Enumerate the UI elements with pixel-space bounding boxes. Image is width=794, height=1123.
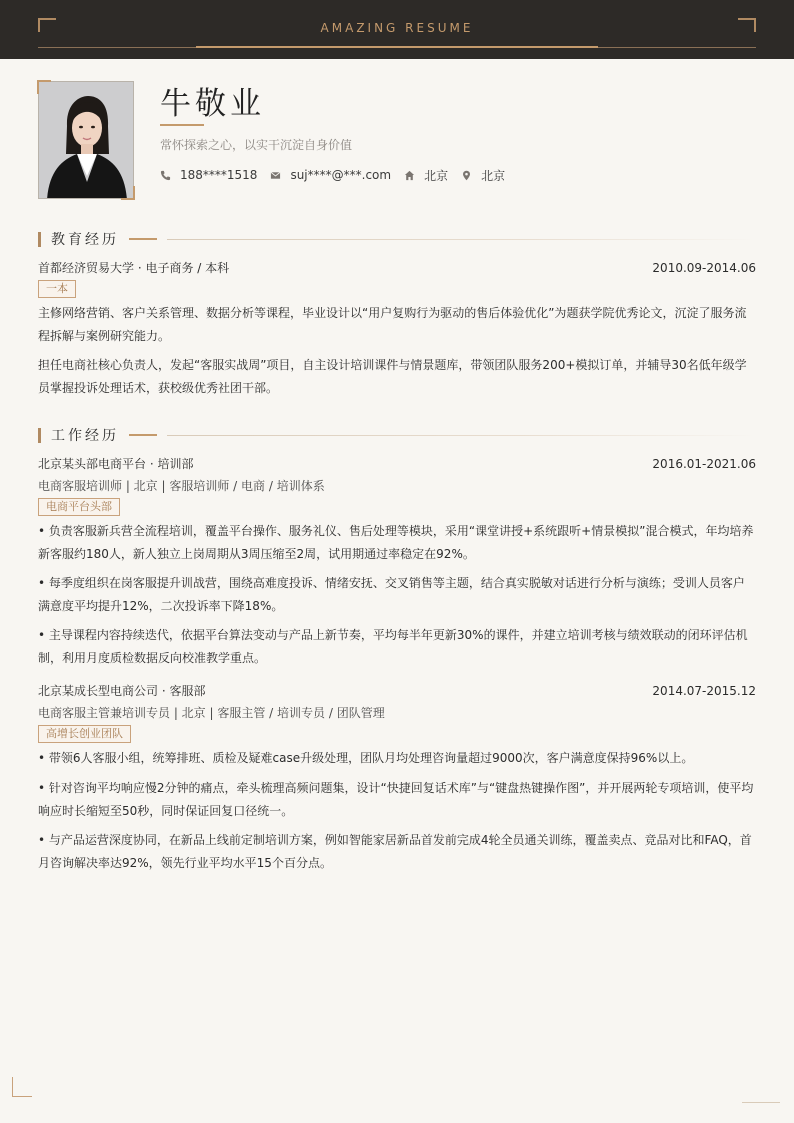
job-bullet: • 主导课程内容持续迭代，依据平台算法变动与产品上新节奏，平均每半年更新30%的课件，并建立培训考核与绩效联动的闭环评估机制，利用月度质检数据反向校准教学重点。 xyxy=(38,628,748,665)
job-role: 电商客服主管兼培训专员 | 北京 | 客服主管 / 培训专员 / 团队管理 xyxy=(38,706,385,720)
job-tag: 高增长创业团队 xyxy=(38,725,131,743)
contact-home xyxy=(404,167,448,184)
candidate-name: 牛敬业 xyxy=(160,86,265,122)
job-company: 北京某头部电商平台 · 培训部 xyxy=(38,457,194,471)
header-title: AMAZING RESUME xyxy=(320,21,474,35)
job-bullet: • 每季度组织在岗客服提升训战营，围绕高难度投诉、情绪安抚、交叉销售等主题，结合真实脱敏对话进行分析与演练；受训人员客户满意度平均提升12%，二次投诉率下降18%。 xyxy=(38,576,745,613)
contact-list xyxy=(160,167,518,183)
section-accent-line xyxy=(129,238,157,240)
education-heading: 教育经历 xyxy=(51,232,119,248)
section-divider xyxy=(167,239,756,240)
work-section-header xyxy=(38,427,756,443)
job-bullet: • 负责客服新兵营全流程培训，覆盖平台操作、服务礼仪、售后处理等模块，采用“课堂讲授+系统跟听+情景模拟”混合模式，年均培养新客服约180人，新人独立上岗周期从3周压缩至2周，试用期通过率稳定在92%。 xyxy=(38,524,754,561)
job-bullet: • 针对咨询平均响应慢2分钟的痛点，牵头梳理高频问题集，设计“快捷回复话术库”与“键盘热键操作图”，并开展两轮专项培训，使平均响应时长缩短至50秒，同时保证回复口径统一。 xyxy=(38,781,754,818)
profile-photo xyxy=(38,81,134,199)
job-role: 电商客服培训师 | 北京 | 客服培训师 / 电商 / 培训体系 xyxy=(38,479,325,493)
contact-phone xyxy=(160,168,257,182)
education-section-header xyxy=(38,231,756,247)
contact-location xyxy=(461,167,505,184)
photo-corner-bottom-right xyxy=(121,186,135,200)
header-band xyxy=(0,0,794,59)
home-icon xyxy=(404,170,415,181)
profile-photo-frame xyxy=(38,81,134,199)
education-paragraph: 担任电商社核心负责人，发起“客服实战周”项目，自主设计培训课件与情景题库，带领团队服务200+模拟订单，并辅导30名低年级学员掌握投诉处理话术，获校级优秀社团干部。 xyxy=(38,358,747,395)
section-bar xyxy=(38,428,41,443)
work-heading: 工作经历 xyxy=(51,428,119,444)
name-underline xyxy=(160,124,204,126)
header-accent-line xyxy=(196,46,598,48)
contact-location-text: 北京 xyxy=(481,168,506,183)
job-tag: 电商平台头部 xyxy=(38,498,120,516)
education-tag: 一本 xyxy=(38,280,76,298)
page-line-bottom-right xyxy=(742,1102,780,1103)
job-header xyxy=(38,455,756,472)
phone-icon xyxy=(160,170,171,181)
education-dates: 2010.09-2014.06 xyxy=(652,260,756,275)
job-dates: 2016.01-2021.06 xyxy=(652,456,756,471)
education-paragraph: 主修网络营销、客户关系管理、数据分析等课程，毕业设计以“用户复购行为驱动的售后体验优化”为题获学院优秀论文，沉淀了服务流程拆解与案例研究能力。 xyxy=(38,306,747,343)
contact-phone-text: 188****1518 xyxy=(180,168,258,182)
job-bullet: • 与产品运营深度协同，在新品上线前定制培训方案，例如智能家居新品首发前完成4轮全员通关训练，覆盖卖点、竞品对比和FAQ，首月咨询解决率达92%，领先行业平均水平15个百分点。 xyxy=(38,833,752,870)
section-divider xyxy=(167,435,756,436)
section-bar xyxy=(38,232,41,247)
location-pin-icon xyxy=(461,170,472,181)
contact-email xyxy=(270,168,391,182)
page-corner-bottom-left xyxy=(12,1077,32,1097)
job-company: 北京某成长型电商公司 · 客服部 xyxy=(38,684,206,698)
education-school: 首都经济贸易大学 · 电子商务 / 本科 xyxy=(38,261,230,275)
contact-home-text: 北京 xyxy=(424,168,449,183)
job-dates: 2014.07-2015.12 xyxy=(652,683,756,698)
photo-corner-top-left xyxy=(37,80,51,94)
section-accent-line xyxy=(129,434,157,436)
job-bullet: • 带领6人客服小组，统筹排班、质检及疑难case升级处理，团队月均处理咨询量超过9000次，客户满意度保持96%以上。 xyxy=(38,751,694,765)
mail-icon xyxy=(270,170,281,181)
job-header xyxy=(38,682,756,699)
candidate-motto: 常怀探索之心，以实干沉淀自身价值 xyxy=(160,138,353,152)
avatar-portrait-icon xyxy=(39,82,134,199)
contact-email-text: suj****@***.com xyxy=(290,168,392,182)
education-entry-header xyxy=(38,259,756,276)
